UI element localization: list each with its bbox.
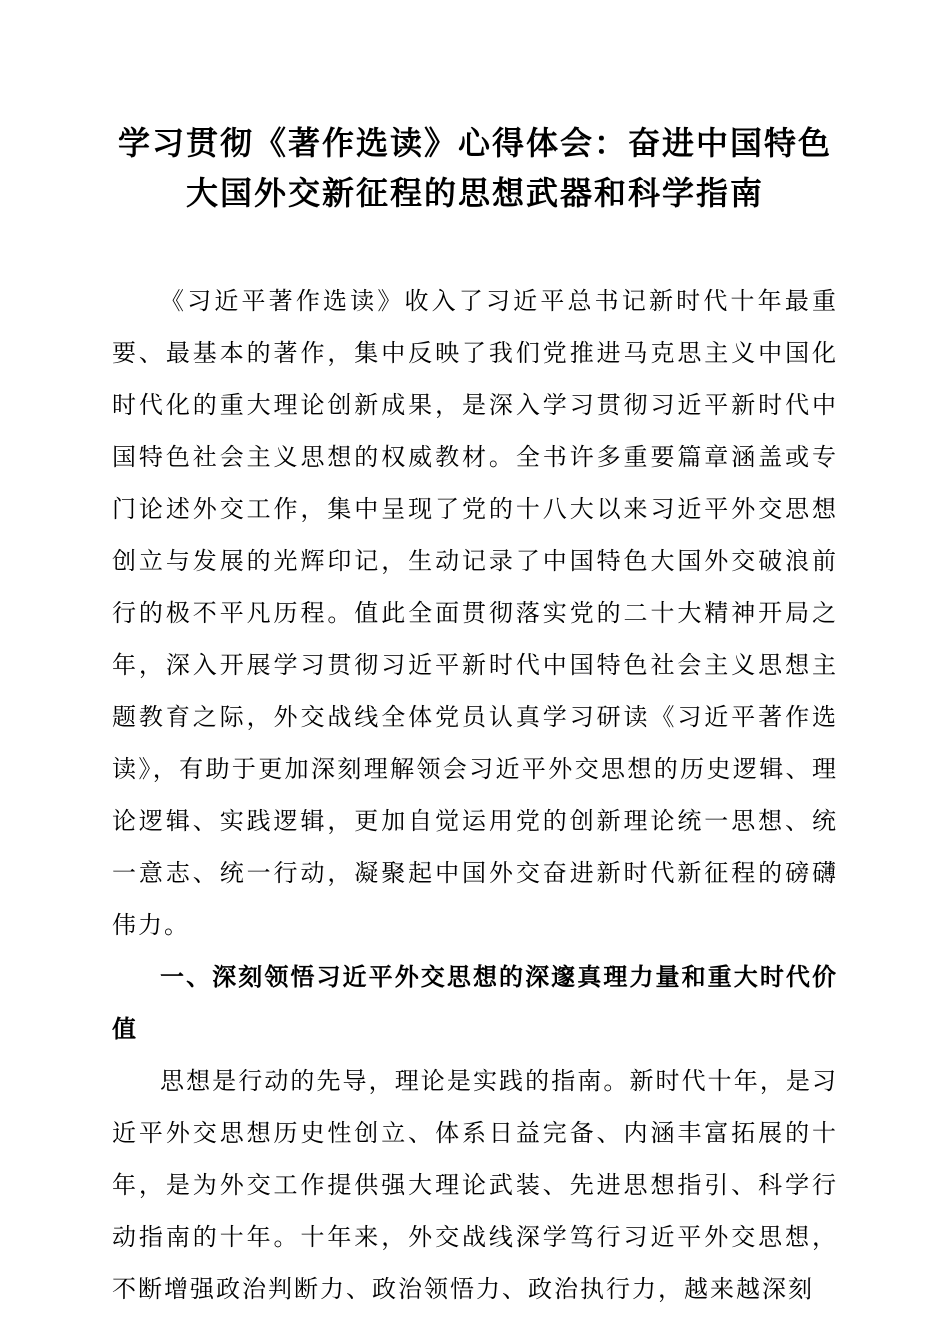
body-paragraph-2: 思想是行动的先导，理论是实践的指南。新时代十年，是习近平外交思想历史性创立、体系日益完备、内涵丰富拓展的十年，是为外交工作提供强大理论武装、先进思想指引、科学行动指南的十年。十年来，外交战线深学笃行习近平外交思想，不断增强政治判断力、政治领悟力、政治执行力，越来越深刻 xyxy=(112,1069,838,1303)
body-paragraph-1: 《习近平著作选读》收入了习近平总书记新时代十年最重要、最基本的著作，集中反映了我们党推进马克思主义中国化时代化的重大理论创新成果，是深入学习贯彻习近平新时代中国特色社会主义思想的权威教材。全书许多重要篇章涵盖或专门论述外交工作，集中呈现了党的十八大以来习近平外交思想创立与发展的光辉印记，生动记录了中国特色大国外交破浪前行的极不平凡历程。值此全面贯彻落实党的二十大精神开局之年，深入开展学习贯彻习近平新时代中国特色社会主义思想主题教育之际，外交战线全体党员认真学习研读《习近平著作选读》，有助于更加深刻理解领会习近平外交思想的历史逻辑、理论逻辑、实践逻辑，更加自觉运用党的创新理论统一思想、统一意志、统一行动，凝聚起中国外交奋进新时代新征程的磅礴伟力。 xyxy=(112,289,838,939)
section-heading-1: 一、深刻领悟习近平外交思想的深邃真理力量和重大时代价值 xyxy=(112,964,838,1043)
document-title: 学习贯彻《著作选读》心得体会：奋进中国特色大国外交新征程的思想武器和科学指南 xyxy=(117,125,832,211)
